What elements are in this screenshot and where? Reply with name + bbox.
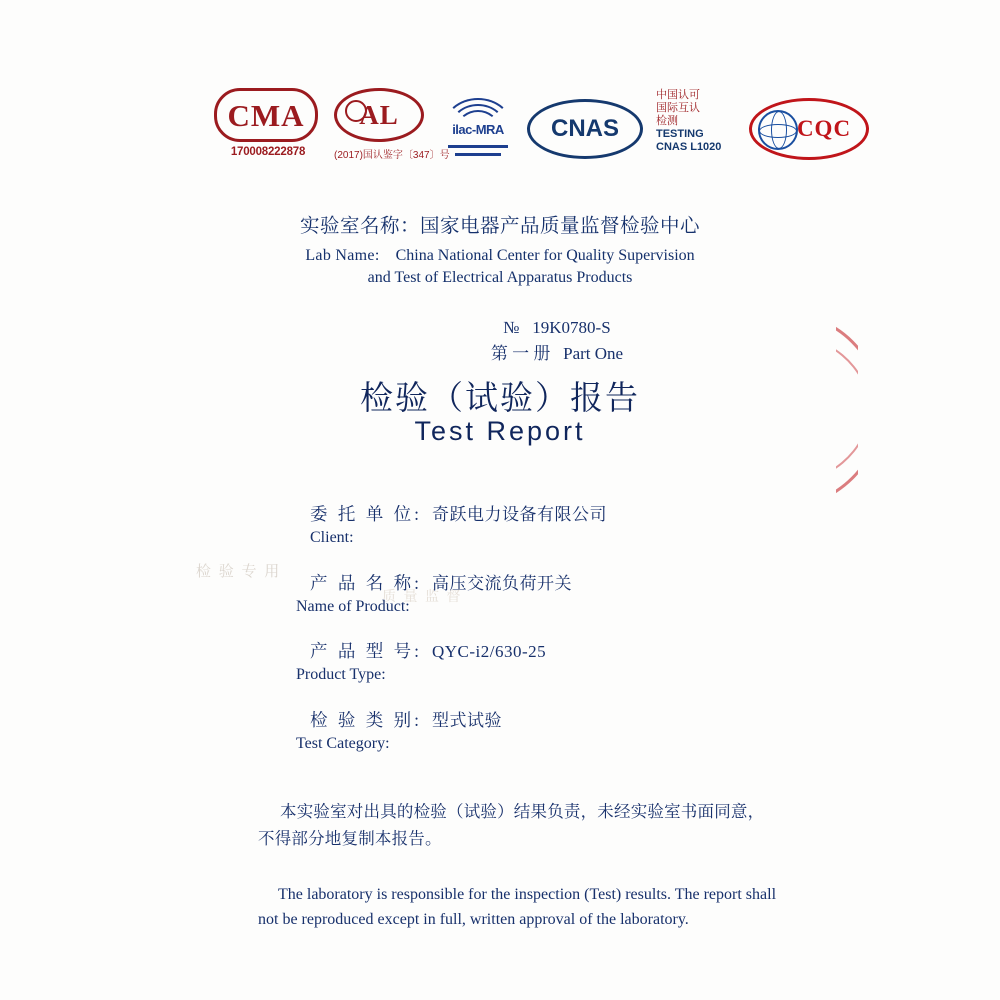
- notice-cn-line-2: 不得部分地复制本报告。: [258, 829, 442, 848]
- field-test-category-value: 型式试验: [432, 711, 502, 730]
- report-number-value: 19K0780-S: [532, 318, 611, 337]
- cma-number: 170008222878: [230, 146, 306, 158]
- globe-icon: [758, 110, 798, 150]
- certification-logo-strip: [214, 88, 864, 170]
- cma-letters: CMA: [227, 97, 305, 133]
- page-title-en: Test Report: [414, 416, 586, 446]
- lab-name-en-line-2: [0, 267, 1000, 289]
- cnas-badge: [527, 99, 643, 159]
- cnas-line-1: 中国认可: [656, 89, 700, 101]
- cnas-line-5: CNAS L1020: [656, 141, 722, 153]
- lab-name-en-label: Lab Name:: [305, 247, 380, 264]
- field-product-name-label-en: Name of Product:: [296, 598, 410, 615]
- field-client: [296, 500, 856, 547]
- registered-mark-icon: ®: [857, 103, 864, 113]
- field-product-type-label-cn: 产 品 型 号:: [310, 641, 422, 661]
- field-client-value: 奇跃电力设备有限公司: [432, 505, 607, 524]
- cqc-badge: [749, 98, 869, 160]
- lab-name-cn-label: 实验室名称：: [299, 216, 420, 237]
- cal-logo: [334, 88, 450, 170]
- cnas-line-2: 国际互认: [656, 102, 700, 114]
- notice-cn-line-1: [258, 798, 778, 825]
- cqc-globe-logo: [748, 92, 870, 166]
- field-product-name: [296, 569, 856, 616]
- ilac-mra-logo: [442, 92, 514, 166]
- notice-cn-text-1: 本实验室对出具的检验（试验）结果负责，未经实验室书面同意，: [280, 802, 765, 821]
- ilac-mark-icon: [443, 98, 513, 160]
- report-number-line: [114, 315, 1000, 341]
- cnas-line-4: TESTING: [656, 128, 704, 140]
- lab-name-block: [0, 210, 1000, 289]
- cnas-accreditation-text: [656, 89, 736, 169]
- field-product-type: [296, 638, 856, 684]
- lab-name-en-value-1: China National Center for Quality Supervision: [395, 247, 695, 264]
- lab-name-cn: [0, 210, 1000, 238]
- cal-number: (2017)国认鉴字〔347〕号: [334, 150, 450, 161]
- field-test-category-label-cn: 检 验 类 别:: [310, 710, 422, 730]
- field-client-label-en: Client:: [310, 529, 354, 546]
- cma-badge: [214, 88, 318, 142]
- report-fields: [296, 500, 856, 775]
- cnas-line-3: 检测: [656, 115, 678, 127]
- cnas-letters: CNAS: [550, 115, 619, 142]
- cal-letters: AL: [359, 99, 399, 130]
- cqc-letters: CQC: [796, 116, 852, 141]
- field-test-category-label-en: Test Category:: [296, 735, 390, 752]
- number-symbol-icon: №: [503, 318, 520, 337]
- responsibility-notice: [258, 798, 778, 932]
- field-test-category: [296, 706, 856, 753]
- cal-badge: [334, 88, 424, 142]
- notice-en-line-2: not be reproduced except in full, written approval of the laboratory.: [258, 911, 689, 928]
- report-number-block: [0, 315, 1000, 367]
- notice-en-text-1: The laboratory is responsible for the inspection (Test) results. The report shall: [278, 886, 777, 903]
- lab-name-cn-value: 国家电器产品质量监督检验中心: [420, 216, 701, 237]
- watermark-primary: 检 验 专 用: [196, 564, 282, 580]
- field-product-name-label-cn: 产 品 名 称:: [310, 573, 422, 593]
- report-volume-en: Part One: [563, 344, 624, 363]
- lab-name-en-line-1: [0, 245, 1000, 267]
- report-volume-cn: 第 一 册: [490, 344, 551, 363]
- cnas-swoosh-icon: [527, 119, 643, 159]
- cal-inner-circle-icon: [345, 100, 367, 122]
- report-volume-line: [114, 341, 1000, 367]
- field-product-type-label-en: Product Type:: [296, 666, 386, 683]
- page-title-cn: 检验（试验）报告: [360, 381, 640, 417]
- cnas-logo: [526, 93, 644, 165]
- notice-en-line-1: [258, 882, 778, 907]
- lab-name-en-value-2: and Test of Electrical Apparatus Products: [367, 269, 633, 286]
- field-product-name-value: 高压交流负荷开关: [432, 574, 572, 593]
- ilac-letters: ilac-MRA: [452, 121, 504, 137]
- field-client-label-cn: 委 托 单 位:: [310, 504, 422, 524]
- watermark-secondary: 质 量 监 督: [382, 590, 463, 605]
- field-product-type-value: QYC-i2/630-25: [432, 642, 547, 661]
- cma-logo: [214, 88, 322, 170]
